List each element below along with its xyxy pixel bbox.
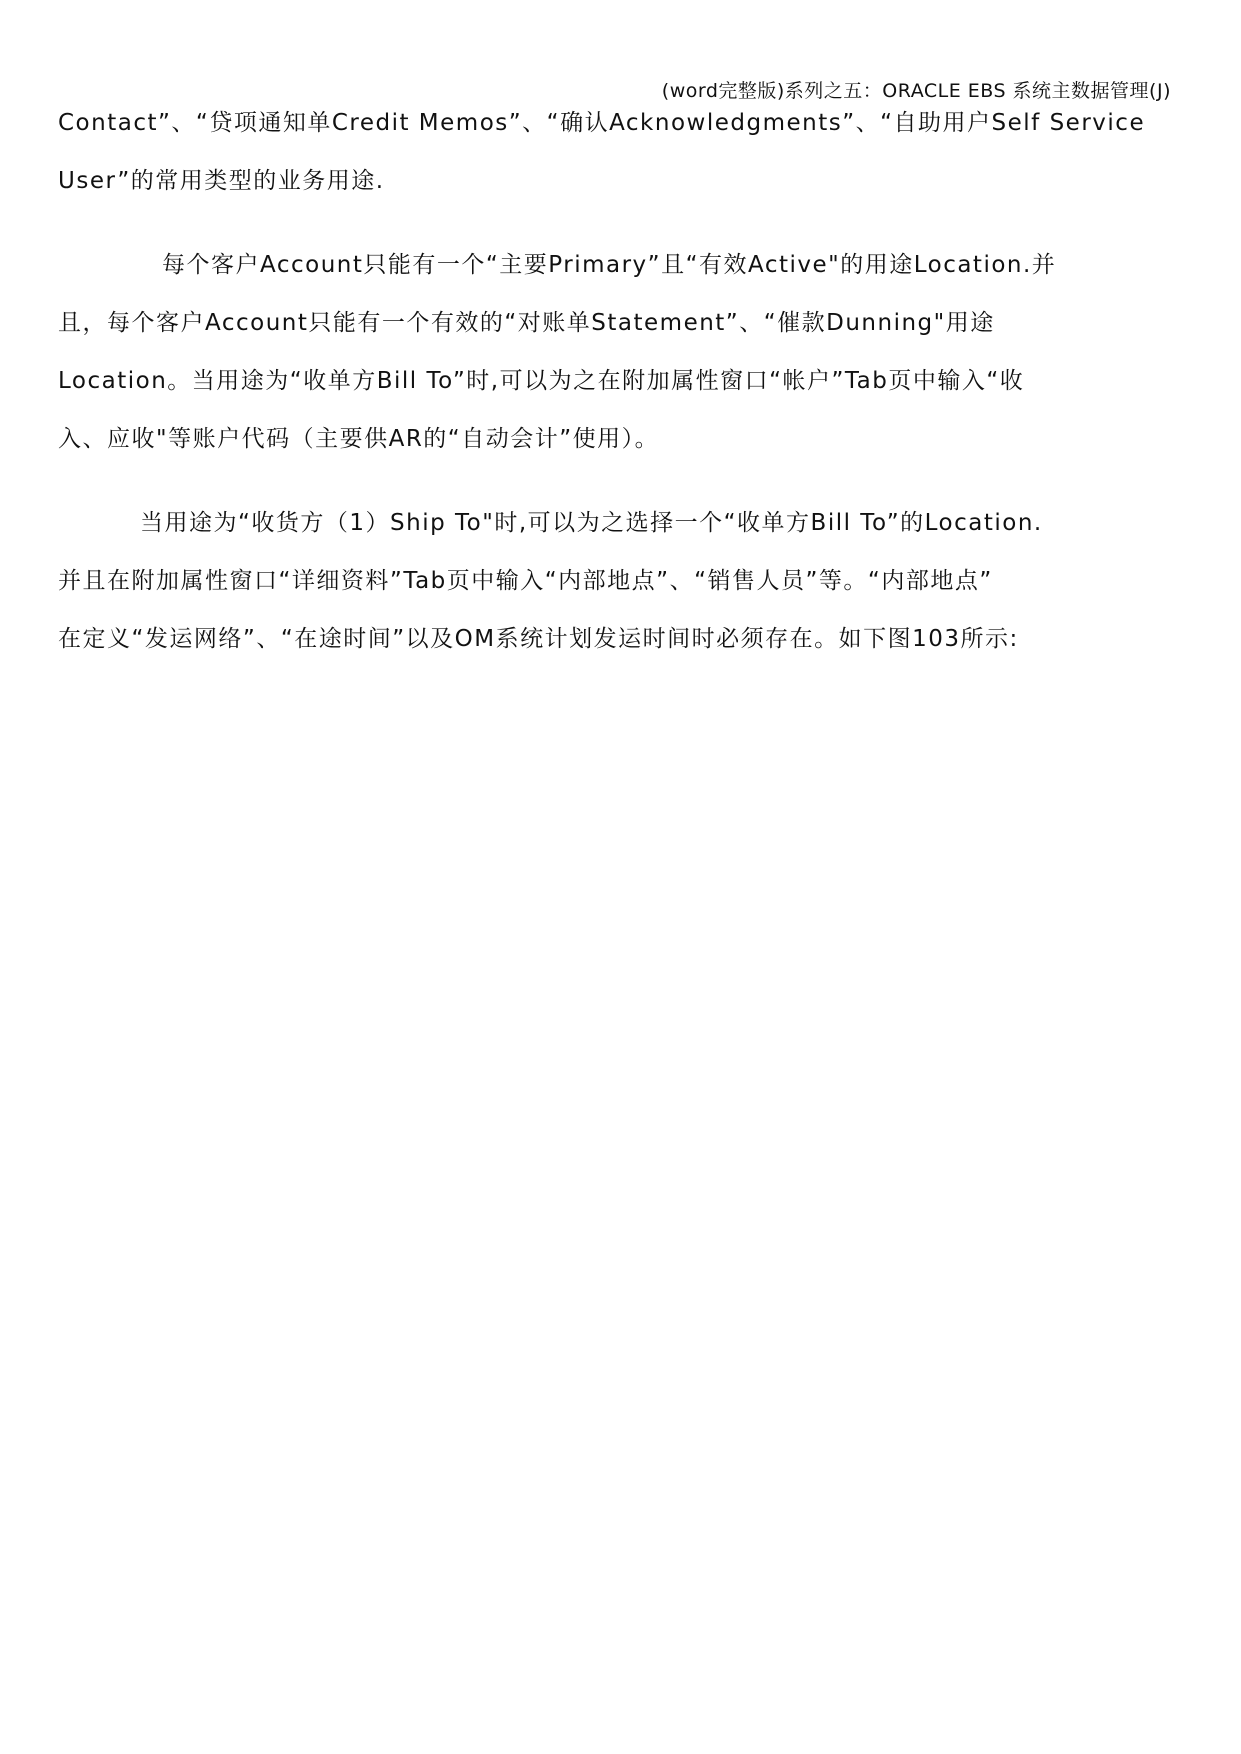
page-header: (word完整版)系列之五：ORACLE EBS 系统主数据管理(J): [661, 80, 1171, 102]
paragraph-line: 入、应收"等账户代码（主要供AR的“自动会计”使用）。: [58, 426, 660, 452]
paragraph-line: Location。当用途为“收单方Bill To”时,可以为之在附加属性窗口“帐户”Tab页中输入“收: [58, 368, 1025, 394]
paragraph-line: User”的常用类型的业务用途.: [58, 168, 385, 194]
paragraph-line: 每个客户Account只能有一个“主要Primary”且“有效Active"的用途Location.并: [162, 252, 1057, 278]
paragraph-line: Contact”、“贷项通知单Credit Memos”、“确认Acknowledgments”、“自助用户Self Service: [58, 110, 1146, 136]
paragraph-line: 并且在附加属性窗口“详细资料”Tab页中输入“内部地点”、“销售人员”等。“内部地点”: [58, 568, 993, 594]
paragraph-line: 在定义“发运网络”、“在途时间”以及OM系统计划发运时间时必须存在。如下图103所示:: [58, 626, 1019, 652]
paragraph-line: 且，每个客户Account只能有一个有效的“对账单Statement”、“催款Dunning"用途: [58, 310, 995, 336]
paragraph-line: 当用途为“收货方（1）Ship To"时,可以为之选择一个“收单方Bill To”的Location.: [140, 510, 1043, 536]
